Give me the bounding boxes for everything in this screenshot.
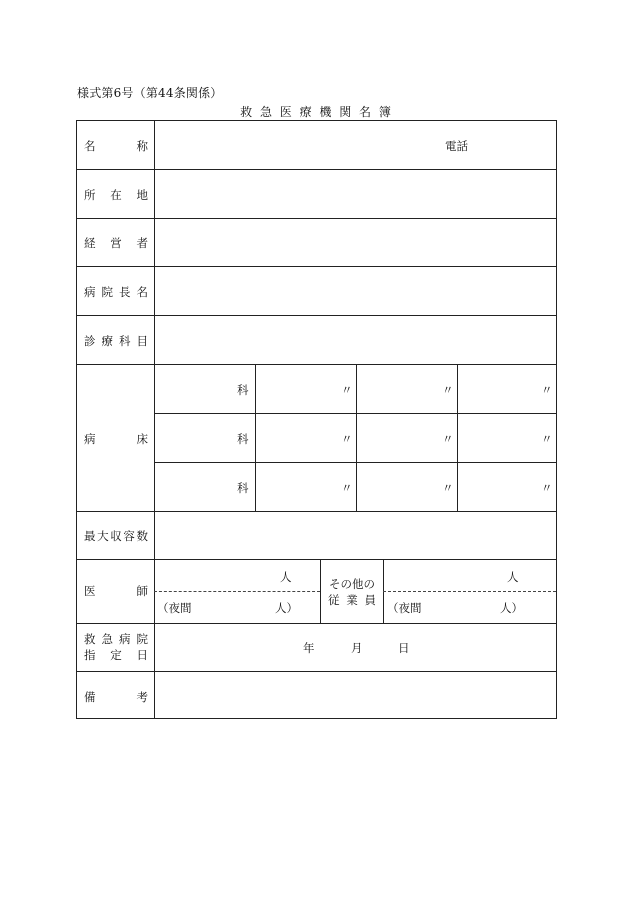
ditto-mark: 〃 — [541, 432, 553, 446]
form-number: 様式第6号（第44条関係） — [77, 86, 223, 100]
label-name — [84, 138, 148, 154]
label-column-divider — [154, 121, 155, 718]
ditto-mark: 〃 — [541, 481, 553, 495]
phone-label: 電話 — [445, 139, 468, 153]
registry-form-table — [76, 120, 557, 719]
label-doctors: 医 師 — [84, 584, 148, 598]
date-month: 月 — [351, 641, 363, 655]
staff-night-dashed-line — [383, 591, 556, 592]
bed-dept-unit: 科 — [237, 383, 249, 397]
bed-row-divider — [154, 462, 556, 463]
bed-dept-unit: 科 — [237, 432, 249, 446]
bed-dept-unit: 科 — [237, 481, 249, 495]
doctor-count-unit: 人 — [280, 570, 292, 584]
date-day: 日 — [398, 641, 410, 655]
label-departments: 診 療 科 目 — [84, 334, 148, 348]
label-remarks: 備 考 — [84, 690, 148, 704]
staff-count-unit: 人 — [507, 570, 519, 584]
row-divider — [77, 169, 556, 170]
row-divider — [77, 266, 556, 267]
ditto-mark: 〃 — [341, 481, 353, 495]
ditto-mark: 〃 — [442, 432, 454, 446]
staff-column-divider — [320, 559, 321, 623]
row-divider — [77, 623, 556, 624]
label-director: 病 院 長 名 — [84, 285, 148, 299]
label-name-char: 名 — [84, 139, 96, 153]
staff-night-close: 人） — [500, 601, 523, 615]
bed-column-divider — [255, 364, 256, 511]
doctor-night-close: 人） — [275, 601, 298, 615]
label-capacity: 最 大 収 容 数 — [84, 529, 148, 543]
date-year: 年 — [303, 641, 315, 655]
ditto-mark: 〃 — [442, 481, 454, 495]
bed-column-divider — [457, 364, 458, 511]
staff-night-open: （夜間 — [387, 601, 422, 615]
label-designation-line2: 指 定 日 — [84, 648, 148, 662]
row-divider — [77, 671, 556, 672]
row-divider — [77, 559, 556, 560]
other-staff-label-line1: その他の — [329, 577, 375, 591]
label-designation-line1: 救 急 病 院 — [84, 632, 148, 646]
label-location: 所 在 地 — [84, 188, 148, 202]
bed-column-divider — [356, 364, 357, 511]
document-title: 救 急 医 療 機 関 名 簿 — [240, 105, 393, 119]
label-beds: 病 床 — [84, 432, 148, 446]
other-staff-label-line2: 従 業 員 — [328, 593, 376, 607]
ditto-mark: 〃 — [442, 383, 454, 397]
row-divider — [77, 315, 556, 316]
label-operator: 経 営 者 — [84, 236, 148, 250]
ditto-mark: 〃 — [541, 383, 553, 397]
row-divider — [77, 364, 556, 365]
bed-row-divider — [154, 413, 556, 414]
label-name-char: 称 — [136, 139, 148, 153]
row-divider — [77, 511, 556, 512]
ditto-mark: 〃 — [341, 383, 353, 397]
doctor-night-dashed-line — [154, 591, 320, 592]
doctor-night-open: （夜間 — [157, 601, 192, 615]
ditto-mark: 〃 — [341, 432, 353, 446]
row-divider — [77, 218, 556, 219]
